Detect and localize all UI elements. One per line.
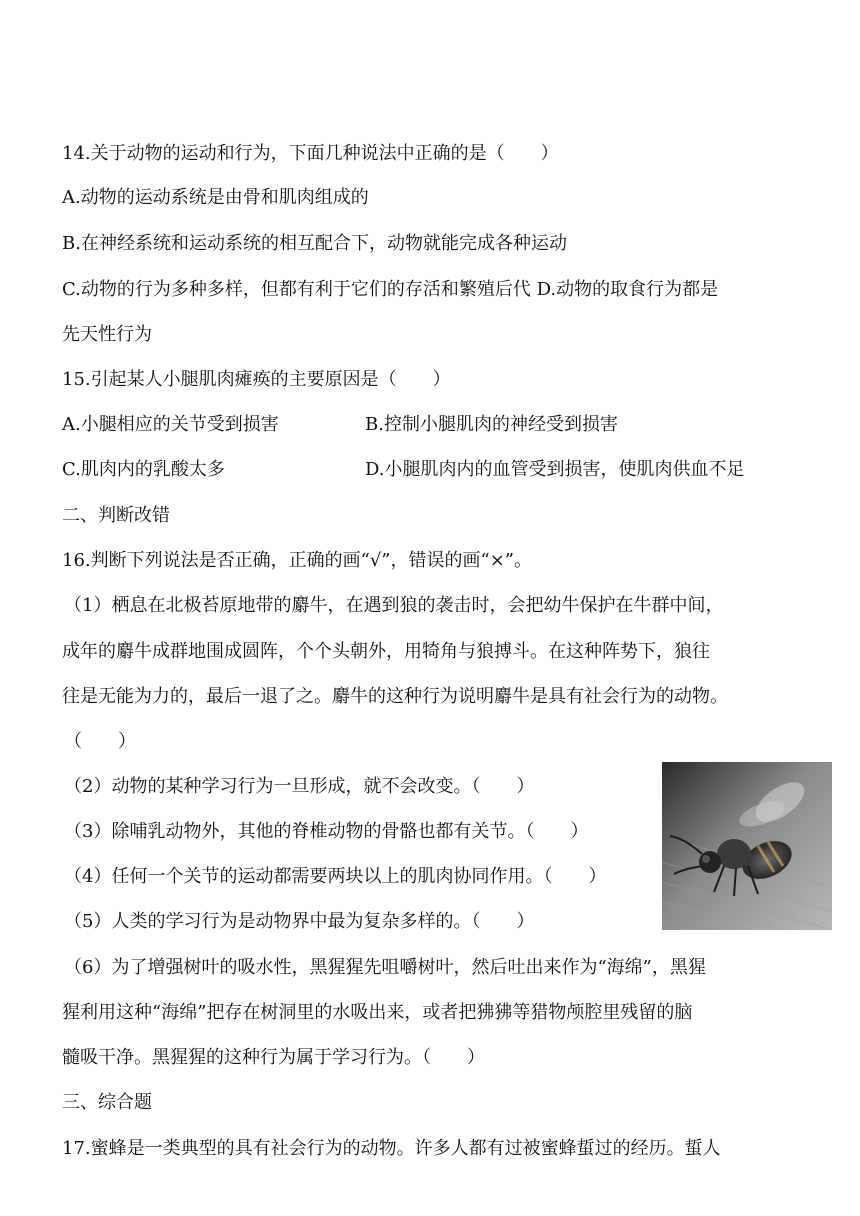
q16-item-1-blank: （ ）	[64, 731, 136, 752]
q15-stem: 15.引起某人小腿肌肉瘫痪的主要原因是（ ）	[62, 369, 451, 390]
q16-item-6-line2: 猩利用这种“海绵”把存在树洞里的水吸出来，或者把狒狒等猎物颅腔里残留的脑	[62, 1002, 693, 1023]
bee-photo	[662, 762, 832, 930]
q16-stem: 16.判断下列说法是否正确，正确的画“√”，错误的画“×”。	[62, 550, 532, 571]
section-heading-judge: 二、判断改错	[62, 505, 170, 526]
q17-stem: 17.蜜蜂是一类典型的具有社会行为的动物。许多人都有过被蜜蜂蜇过的经历。蜇人	[62, 1138, 721, 1159]
q15-option-a: A.小腿相应的关节受到损害	[62, 414, 279, 435]
q15-option-d: D.小腿肌肉内的血管受到损害，使肌肉供血不足	[365, 459, 745, 480]
q14-option-b: B.在神经系统和运动系统的相互配合下，动物就能完成各种运动	[62, 233, 567, 254]
q16-item-6-line1: （6）为了增强树叶的吸水性，黑猩猩先咀嚼树叶，然后吐出来作为“海绵”，黑猩	[64, 957, 706, 978]
q14-option-d-cont: 先天性行为	[62, 324, 152, 345]
section-heading-comprehensive: 三、综合题	[62, 1092, 152, 1113]
q14-option-c-d: C.动物的行为多种多样，但都有利于它们的存活和繁殖后代 D.动物的取食行为都是	[62, 279, 719, 300]
q16-item-1-line3: 往是无能为力的，最后一退了之。麝牛的这种行为说明麝牛是具有社会行为的动物。	[62, 686, 728, 707]
q15-option-c: C.肌肉内的乳酸太多	[62, 459, 225, 480]
q16-item-4: （4）任何一个关节的运动都需要两块以上的肌肉协同作用。（ ）	[64, 866, 607, 887]
q14-stem: 14.关于动物的运动和行为，下面几种说法中正确的是（ ）	[62, 143, 559, 164]
q16-item-3: （3）除哺乳动物外，其他的脊椎动物的骨骼也都有关节。（ ）	[64, 821, 589, 842]
q14-option-a: A.动物的运动系统是由骨和肌肉组成的	[62, 187, 369, 208]
q16-item-1-line2: 成年的麝牛成群地围成圆阵，个个头朝外，用犄角与狼搏斗。在这种阵势下，狼往	[62, 641, 710, 662]
q16-item-1-line1: （1）栖息在北极苔原地带的麝牛，在遇到狼的袭击时，会把幼牛保护在牛群中间，	[64, 595, 724, 616]
q16-item-2: （2）动物的某种学习行为一旦形成，就不会改变。（ ）	[64, 776, 535, 797]
q15-option-b: B.控制小腿肌肉的神经受到损害	[365, 414, 618, 435]
q16-item-6-line3: 髓吸干净。黑猩猩的这种行为属于学习行为。（ ）	[62, 1047, 485, 1068]
q16-item-5: （5）人类的学习行为是动物界中最为复杂多样的。（ ）	[64, 911, 535, 932]
